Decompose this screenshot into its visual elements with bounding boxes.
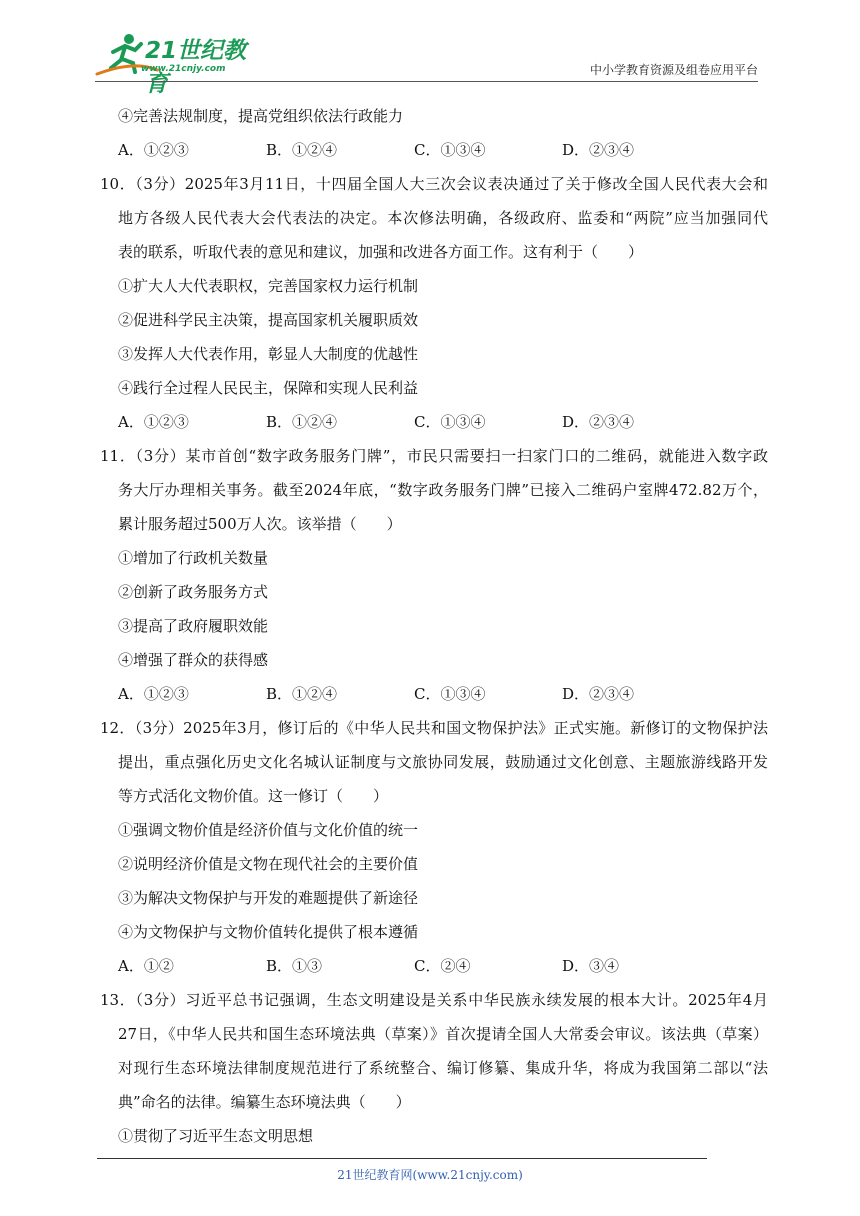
platform-title: 中小学教育资源及组卷应用平台 xyxy=(589,63,758,77)
option-c: C．①③④ xyxy=(414,141,486,159)
option-a: A．①②③ xyxy=(118,685,189,703)
option-d: D．②③④ xyxy=(562,141,635,159)
option-d: D．②③④ xyxy=(562,685,635,703)
option-d: D．③④ xyxy=(562,957,620,975)
q11-item-2: ②创新了政务服务方式 xyxy=(118,583,269,601)
q10-stem-line-2: 地方各级人民代表大会代表法的决定。本次修法明确，各级政府、监委和“两院”应当加强同代 xyxy=(118,209,768,227)
q10-item-4: ④践行全过程人民民主，保障和实现人民利益 xyxy=(118,379,419,397)
q13-stem-line-3: 对现行生态环境法律制度规范进行了系统整合、编订修纂、集成升华，将成为我国第二部以“法 xyxy=(118,1059,768,1077)
q13-stem-line-2: 27日，《中华人民共和国生态环境法典（草案）》首次提请全国人大常委会审议。该法典（草案） xyxy=(118,1025,768,1043)
q13-item-1: ①贯彻了习近平生态文明思想 xyxy=(118,1127,314,1145)
q12-item-4: ④为文物保护与文物价值转化提供了根本遵循 xyxy=(118,923,419,941)
q11-item-1: ①增加了行政机关数量 xyxy=(118,549,269,567)
option-b: B．①②④ xyxy=(266,685,338,703)
logo-text: 21世纪教育 xyxy=(145,38,247,97)
option-b: B．①②④ xyxy=(266,413,338,431)
q12-stem-line-2: 提出，重点强化历史文化名城认证制度与文旅协同发展，鼓励通过文化创意、主题旅游线路开发 xyxy=(118,753,768,771)
option-a: A．①②③ xyxy=(118,413,189,431)
q10-stem-line-1: 10．（3分）2025年3月11日，十四届全国人大三次会议表决通过了关于修改全国人民代表大会和 xyxy=(100,175,768,193)
q11-item-3: ③提高了政府履职效能 xyxy=(118,617,269,635)
option-c: C．②④ xyxy=(414,957,471,975)
site-logo xyxy=(95,30,265,97)
q10-item-2: ②促进科学民主决策，提高国家机关履职质效 xyxy=(118,311,419,329)
option-c: C．①③④ xyxy=(414,685,486,703)
option-d: D．②③④ xyxy=(562,413,635,431)
q11-options xyxy=(118,677,768,711)
question-content xyxy=(100,99,768,1153)
q12-options xyxy=(118,949,768,983)
q11-stem-line-3: 累计服务超过500万人次。该举措（ ） xyxy=(118,515,402,533)
q13-stem-line-1: 13．（3分）习近平总书记强调，生态文明建设是关系中华民族永续发展的根本大计。2025年4月 xyxy=(100,991,768,1009)
q12-item-1: ①强调文物价值是经济价值与文化价值的统一 xyxy=(118,821,419,839)
option-a: A．①②③ xyxy=(118,141,189,159)
page-footer: 21世纪教育网(www.21cnjy.com) xyxy=(337,1168,523,1182)
q10-stem-line-3: 表的联系，听取代表的意见和建议，加强和改进各方面工作。这有利于（ ） xyxy=(118,243,644,261)
q12-item-3: ③为解决文物保护与开发的难题提供了新途径 xyxy=(118,889,419,907)
page-header xyxy=(95,30,758,97)
header-divider xyxy=(95,81,758,82)
q9-item-4: ④完善法规制度，提高党组织依法行政能力 xyxy=(118,107,404,125)
option-a: A．①② xyxy=(118,957,174,975)
q9-options xyxy=(118,133,768,167)
q12-item-2: ②说明经济价值是文物在现代社会的主要价值 xyxy=(118,855,419,873)
q11-stem-line-1: 11．（3分）某市首创“数字政务服务门牌”，市民只需要扫一扫家门口的二维码，就能进入数字政 xyxy=(100,447,768,465)
q10-item-3: ③发挥人大代表作用，彰显人大制度的优越性 xyxy=(118,345,419,363)
footer-divider xyxy=(97,1158,707,1159)
q11-item-4: ④增强了群众的获得感 xyxy=(118,651,269,669)
q13-stem-line-4: 典”命名的法律。编纂生态环境法典（ ） xyxy=(118,1093,411,1111)
logo-url: www.21cnjy.com xyxy=(141,64,226,74)
q10-options xyxy=(118,405,768,439)
q12-stem-line-3: 等方式活化文物价值。这一修订（ ） xyxy=(118,787,389,805)
q12-stem-line-1: 12．（3分）2025年3月，修订后的《中华人民共和国文物保护法》正式实施。新修订的文物保护法 xyxy=(100,719,768,737)
option-c: C．①③④ xyxy=(414,413,486,431)
option-b: B．①②④ xyxy=(266,141,338,159)
option-b: B．①③ xyxy=(266,957,323,975)
q11-stem-line-2: 务大厅办理相关事务。截至2024年底，“数字政务服务门牌”已接入二维码户室牌472.82万个， xyxy=(118,481,768,499)
q10-item-1: ①扩大人大代表职权，完善国家权力运行机制 xyxy=(118,277,419,295)
